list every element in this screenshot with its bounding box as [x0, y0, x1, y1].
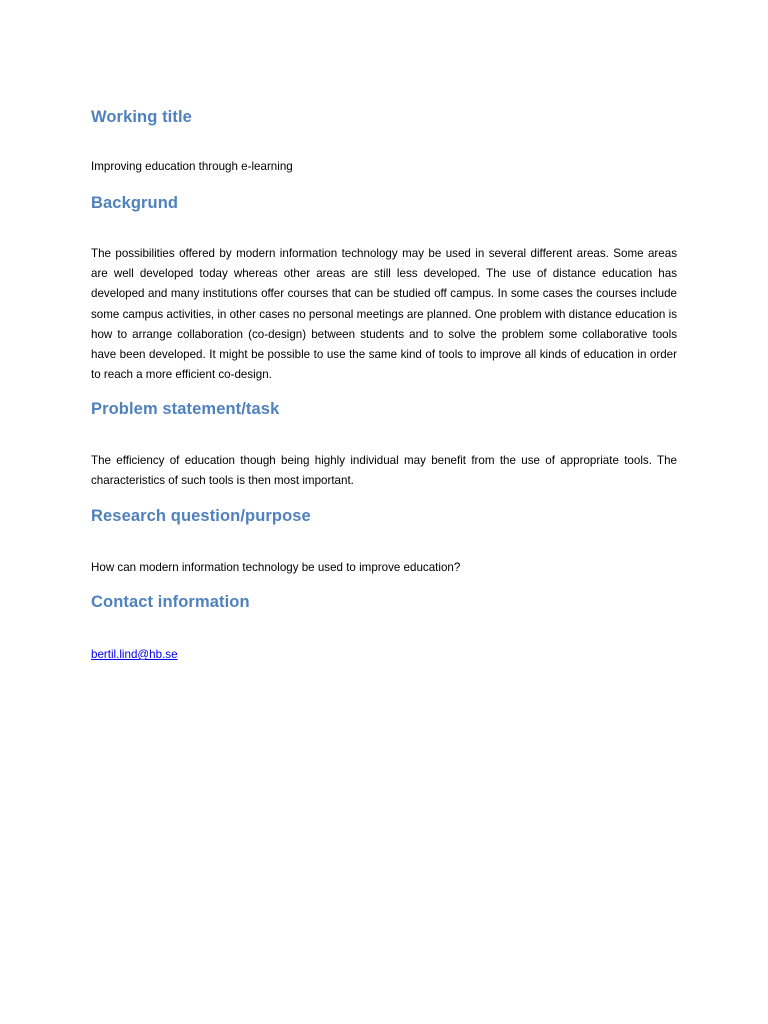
background-heading: Backgrund: [91, 194, 179, 212]
research-question-paragraph: How can modern information technology be used to improve education?: [91, 561, 461, 574]
working-title-text: Improving education through e-learning: [91, 160, 293, 173]
problem-statement-heading: Problem statement/task: [91, 400, 280, 418]
contact-information-block: [91, 645, 677, 665]
research-question-heading: Research question/purpose: [91, 507, 311, 525]
problem-statement-paragraph: The efficiency of education though being highly individual may benefit from the use of appropriate tools. The characteristics of such tools is then most important.: [91, 454, 677, 488]
background-paragraph: The possibilities offered by modern information technology may be used in several different areas. Some areas are well developed today whereas other areas are still less developed. The use of distance education has developed and many institutions offer courses that can be studied off campus. In some cases the courses include some campus activities, in other cases no personal meetings are planned. One problem with distance education is how to arrange collaboration (co-design) between students and to solve the problem some collaborative tools have been developed. It might be possible to use the same kind of tools to improve all kinds of education in order to reach a more efficient co-design.: [91, 247, 677, 382]
contact-information-heading: Contact information: [91, 593, 250, 611]
contact-email-link[interactable]: bertil.lind@hb.se: [91, 648, 178, 661]
working-title-heading: Working title: [91, 108, 192, 126]
